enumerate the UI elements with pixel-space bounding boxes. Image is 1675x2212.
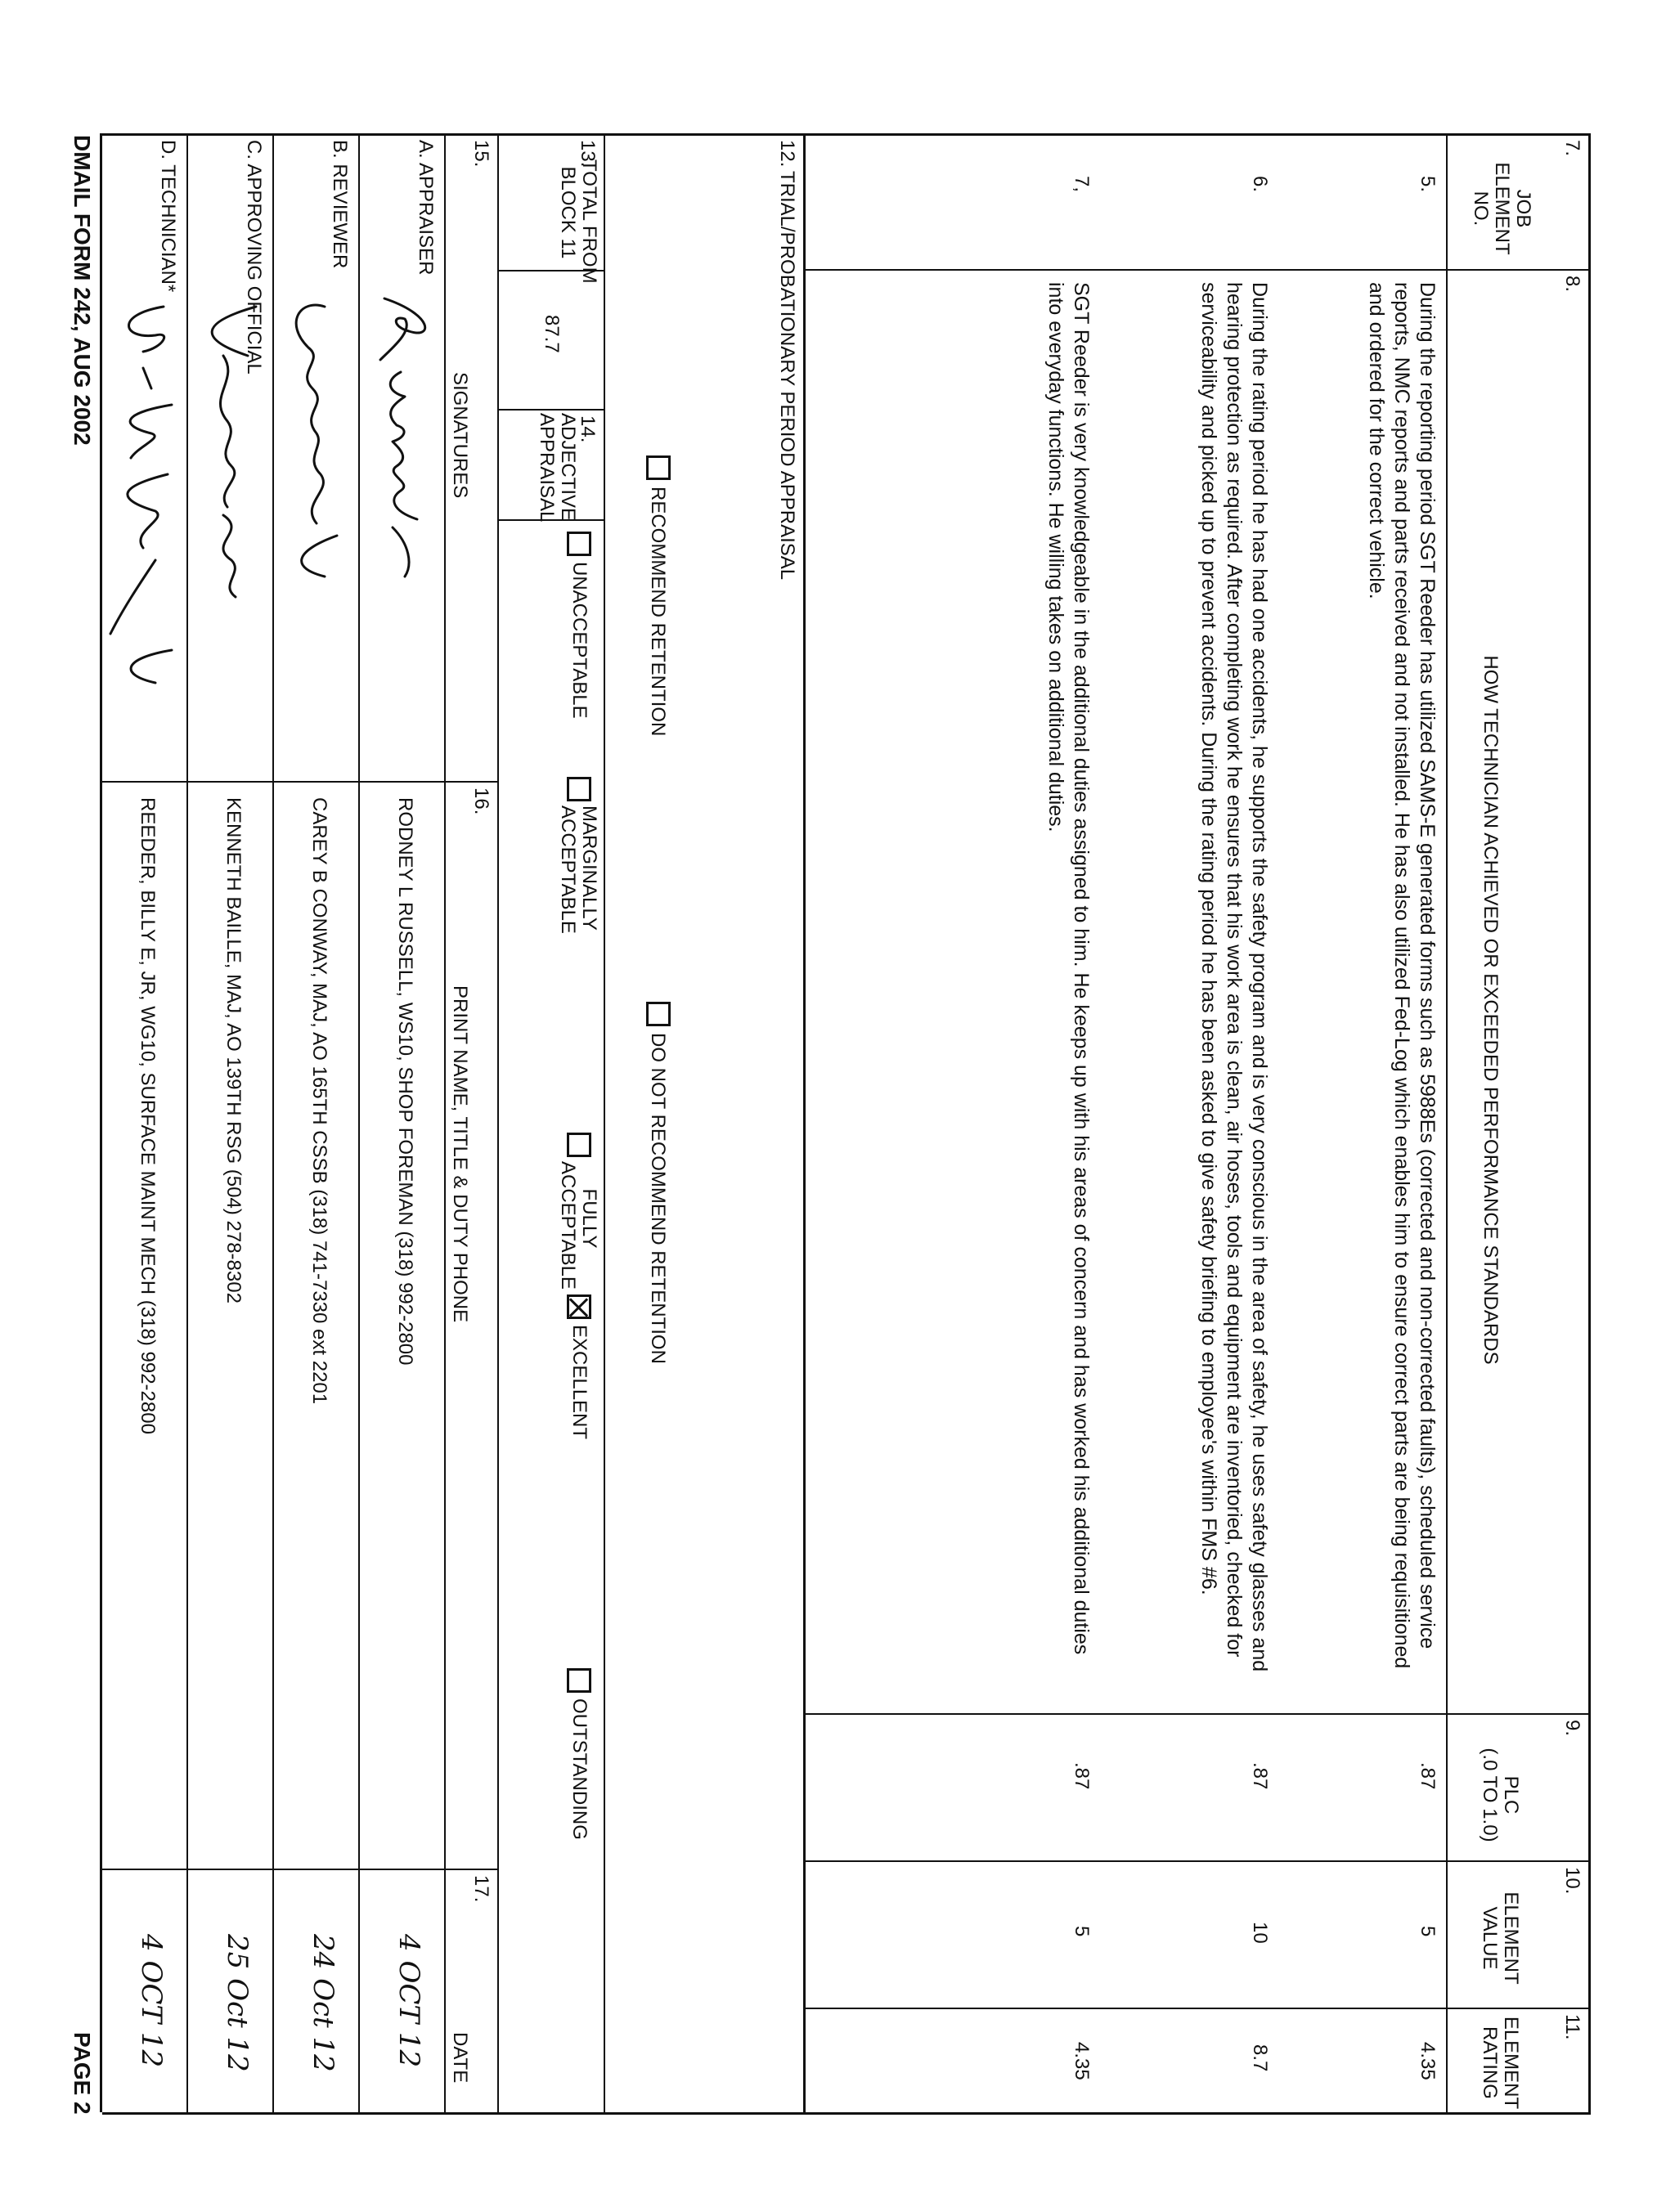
signer-role: D. TECHNICIAN* <box>157 140 179 293</box>
do-not-recommend-retention-checkbox[interactable] <box>646 1002 671 1026</box>
col11-header-line2: RATING <box>1479 2026 1501 2099</box>
col10-header <box>1479 1873 1521 2003</box>
recommend-retention-label: RECOMMEND RETENTION <box>647 487 669 737</box>
col9-header-line1: PLC <box>1500 1775 1522 1815</box>
col-divider-8 <box>806 269 1591 271</box>
col-divider-9 <box>806 1713 1591 1715</box>
form-id: DMAIL FORM 242, AUG 2002 <box>70 135 95 446</box>
block17-number: 17. <box>470 1875 492 1903</box>
element-plc: .87 <box>1071 1762 1093 1790</box>
appraisal-form-page <box>0 86 1623 2212</box>
block15-label: SIGNATURES <box>449 372 471 499</box>
block14-label-line1: ADJECTIVE <box>557 413 579 522</box>
block12-top-border <box>803 133 806 2112</box>
signer-name: CAREY B CONWAY, MAJ, AO 165TH CSSB (318) 741-7330 ext 2201 <box>308 797 330 1405</box>
col11-header <box>1479 2016 1521 2110</box>
element-number: 7, <box>1071 176 1093 193</box>
signer-role: A. APPRAISER <box>415 140 437 276</box>
reviewer-signature <box>276 282 357 773</box>
col7-header-line1: JOB <box>1512 189 1534 228</box>
header-row-divider <box>1446 133 1448 2112</box>
block13-label-line1: TOTAL FROM <box>578 159 600 284</box>
outstanding-label: OUTSTANDING <box>568 1698 591 1840</box>
block14-number: 14. <box>577 415 599 443</box>
form-right-border <box>102 2112 1591 2115</box>
col8-header: HOW TECHNICIAN ACHIEVED OR EXCEEDED PERFORMANCE STANDARDS <box>1480 655 1502 1365</box>
signer-c-top-border <box>272 133 274 2112</box>
col11-header-line1: ELEMENT <box>1500 2016 1522 2110</box>
page-number: PAGE 2 <box>70 2032 95 2115</box>
block15-number: 15. <box>470 140 492 168</box>
element-plc: .87 <box>1417 1762 1439 1790</box>
signature-col-divider <box>102 781 499 783</box>
element-rating: 4.35 <box>1417 2042 1439 2080</box>
fully-acceptable-checkbox[interactable] <box>567 1133 591 1157</box>
outstanding-checkbox[interactable] <box>567 1668 591 1693</box>
fully-acceptable-label-line2: ACCEPTABLE <box>557 1161 579 1290</box>
element-value: 5 <box>1071 1926 1093 1937</box>
col8-number: 8. <box>1561 276 1583 293</box>
block14-divider <box>499 409 605 411</box>
element-rating: 8.7 <box>1249 2044 1271 2072</box>
signer-date: 4 OCT 12 <box>393 1934 425 2068</box>
col7-header-line3: NO. <box>1470 191 1492 227</box>
signer-date: 25 Oct 12 <box>221 1934 254 2072</box>
col7-number: 7. <box>1561 140 1583 157</box>
col9-header-line2: (.0 TO 1.0) <box>1479 1748 1501 1842</box>
block13-total-value: 87.7 <box>541 315 563 353</box>
block13-label <box>557 159 600 284</box>
marginally-acceptable-label <box>557 805 600 934</box>
technician-signature <box>102 290 188 781</box>
element-text: During the reporting period SGT Reeder has utilized SAMS-E generated forms such as 5988Es (corrected and non-corrected faults), scheduled service reports, NMC reports and parts received and not installed. He has also utilized Fed-Log which enables him to ensure correct parts are being requisitioned and ordered for the correct vehicle. <box>1365 282 1439 1669</box>
block13-number: 13. <box>577 140 599 168</box>
signer-role: B. REVIEWER <box>329 140 351 269</box>
signer-a-top-border <box>444 133 446 2112</box>
element-text: During the rating period he has had one accidents, he supports the safety program and is very conscious in the area of safety, he uses safety glasses and hearing protection as required. After completing work he ensures that his work area is clean, air hoses, tools and equipment are inventoried, checked for serviceability and picked up to prevent accidents. During the rating period he has been asked to give safety briefing to employee's within FMS #6. <box>1197 282 1271 1672</box>
block16-number: 16. <box>470 787 492 815</box>
col-divider-11 <box>806 2008 1591 2009</box>
fully-acceptable-label <box>557 1161 600 1290</box>
signer-name: KENNETH BAILLE, MAJ, AO 139TH RSG (504) 278-8302 <box>222 797 245 1303</box>
col9-header <box>1479 1730 1521 1860</box>
fully-acceptable-label-line1: FULLY <box>578 1188 600 1249</box>
element-rating: 4.35 <box>1071 2042 1093 2080</box>
col9-number: 9. <box>1561 1720 1583 1737</box>
signer-name: REEDER, BILLY E, JR, WG10, SURFACE MAINT MECH (318) 992-2800 <box>137 797 159 1434</box>
form-top-border <box>1588 133 1591 2112</box>
col-divider-7 <box>806 133 1591 135</box>
signer-date: 24 Oct 12 <box>307 1934 339 2072</box>
appraiser-signature <box>360 282 442 773</box>
date-col-divider <box>102 1869 499 1870</box>
signer-name: RODNEY L RUSSELL, WS10, SHOP FOREMAN (318) 992-2800 <box>394 797 416 1366</box>
block12-number: 12. <box>776 140 798 168</box>
col7-header-line2: ELEMENT <box>1491 162 1513 255</box>
block13-top-border <box>604 133 605 2112</box>
do-not-recommend-retention-label: DO NOT RECOMMEND RETENTION <box>647 1033 669 1364</box>
element-value: 10 <box>1249 1922 1271 1944</box>
element-text: SGT Reeder is very knowledgeable in the additional duties assigned to him. He keeps up with his areas of concern and has worked his additional duties into everyday functions. He willing takes on additional duties. <box>1044 282 1093 1655</box>
col-divider-10 <box>806 1860 1591 1862</box>
excellent-label: EXCELLENT <box>568 1325 591 1440</box>
element-number: 6. <box>1249 176 1271 193</box>
col10-header-line1: ELEMENT <box>1500 1891 1522 1985</box>
unacceptable-checkbox[interactable] <box>567 532 591 556</box>
element-value: 5 <box>1417 1926 1439 1937</box>
marginally-acceptable-checkbox[interactable] <box>567 777 591 801</box>
excellent-checkbox[interactable] <box>567 1294 591 1319</box>
block13-label-line2: BLOCK 11 <box>557 166 579 259</box>
signer-date: 4 OCT 12 <box>135 1934 168 2068</box>
element-plc: .87 <box>1249 1762 1271 1790</box>
col10-header-line2: VALUE <box>1479 1906 1501 1970</box>
element-number: 5. <box>1417 176 1439 193</box>
recommend-retention-checkbox[interactable] <box>646 455 671 480</box>
marginally-acceptable-label-line1: MARGINALLY <box>578 805 600 931</box>
signer-role: C. APPROVING OFFICIAL <box>243 140 265 375</box>
col7-header <box>1470 159 1534 258</box>
unacceptable-label: UNACCEPTABLE <box>568 562 591 719</box>
approving-official-signature <box>191 290 272 781</box>
col11-number: 11. <box>1561 2014 1583 2040</box>
block16-label: PRINT NAME, TITLE & DUTY PHONE <box>449 985 471 1323</box>
block12-label: TRIAL/PROBATIONARY PERIOD APPRAISAL <box>776 171 798 581</box>
block14-label-line2: APPRAISAL <box>536 413 558 523</box>
marginally-acceptable-label-line2: ACCEPTABLE <box>557 805 579 934</box>
block15-top-border <box>497 133 499 2112</box>
block17-label: DATE <box>449 2032 471 2084</box>
block14-label <box>536 413 579 523</box>
col10-number: 10. <box>1561 1867 1583 1895</box>
